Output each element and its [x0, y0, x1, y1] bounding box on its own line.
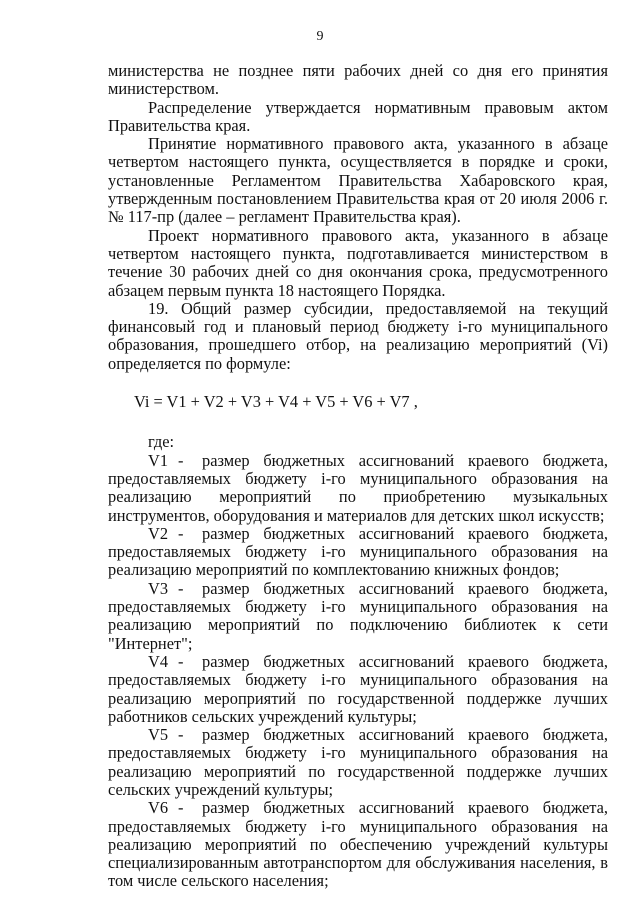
definition-symbol: V4	[148, 651, 169, 671]
page-number: 9	[316, 29, 324, 44]
definition-text: размер бюджетных ассигнований краевого бюджета, предоставляемых бюджету i-го муниципального образования на реализацию мероприятий по комплектованию книжных фондов;	[108, 523, 608, 580]
paragraph-adoption: Принятие нормативного правового акта, указанного в абзаце четвертом настоящего пункта, осуществляется в порядке и сроки, установленные Регламентом Правительства Хабаровского края, утвержденным постановлением Правительства края от 20 июля 2006 г. № 117-пр (далее – регламент Правительства края).	[108, 134, 608, 227]
document-body	[108, 62, 608, 891]
definition-symbol: V5	[148, 725, 169, 745]
where-label: где:	[148, 432, 175, 452]
definition-symbol: V1	[148, 450, 169, 470]
definition-text: размер бюджетных ассигнований краевого бюджета, предоставляемых бюджету i-го муниципального образования на реализацию мероприятий по государственной поддержке лучших сельских учреждений культуры;	[108, 725, 608, 799]
definition-v6	[108, 799, 608, 890]
definition-text: размер бюджетных ассигнований краевого бюджета, предоставляемых бюджету i-го муниципального образования на реализацию мероприятий по приобретению музыкальных инструментов, оборудования и материалов для детских школ искусств;	[108, 450, 608, 525]
definition-symbol: V2	[148, 523, 169, 543]
definition-dash: -	[178, 651, 184, 671]
definition-v2	[108, 525, 608, 580]
paragraph-draft: Проект нормативного правового акта, указанного в абзаце четвертом настоящего пункта, подготавливается министерством в течение 30 рабочих дней со дня окончания срока, предусмотренного абзацем первым пункта 18 настоящего Порядка.	[108, 225, 608, 300]
paragraph-19: 19. Общий размер субсидии, предоставляемой на текущий финансовый год и плановый период бюджету i-го муниципального образования, прошедшего отбор, на реализацию мероприятий (Vi) определяется по формуле:	[108, 298, 608, 373]
paragraph-continuation: министерства не позднее пяти рабочих дней со дня его принятия министерством.	[108, 61, 608, 99]
definition-symbol: V3	[148, 578, 169, 598]
definition-dash: -	[178, 578, 184, 598]
definition-text: размер бюджетных ассигнований краевого бюджета, предоставляемых бюджету i-го муниципального образования на реализацию мероприятий по подключению библиотек к сети "Интернет";	[108, 578, 608, 653]
definition-dash: -	[178, 725, 184, 745]
subsidy-formula: Vi = V1 + V2 + V3 + V4 + V5 + V6 + V7 ,	[134, 392, 418, 412]
definition-v4	[108, 653, 608, 726]
definition-v1	[108, 452, 608, 525]
definition-text: размер бюджетных ассигнований краевого бюджета, предоставляемых бюджету i-го муниципального образования на реализацию мероприятий по государственной поддержке лучших работников сельских учреждений культуры;	[108, 651, 608, 726]
definition-dash: -	[178, 450, 184, 470]
definition-v5	[108, 726, 608, 799]
definition-text: размер бюджетных ассигнований краевого бюджета, предоставляемых бюджету i-го муниципального образования на реализацию мероприятий по обеспечению учреждений культуры специализированным автотранспортом для обслуживания населения, в том числе сельского населения;	[108, 798, 608, 891]
definition-dash: -	[178, 798, 184, 818]
definition-v3	[108, 580, 608, 653]
definition-symbol: V6	[148, 798, 169, 818]
paragraph-distribution: Распределение утверждается нормативным правовым актом Правительства края.	[108, 97, 608, 135]
definition-dash: -	[178, 523, 184, 543]
